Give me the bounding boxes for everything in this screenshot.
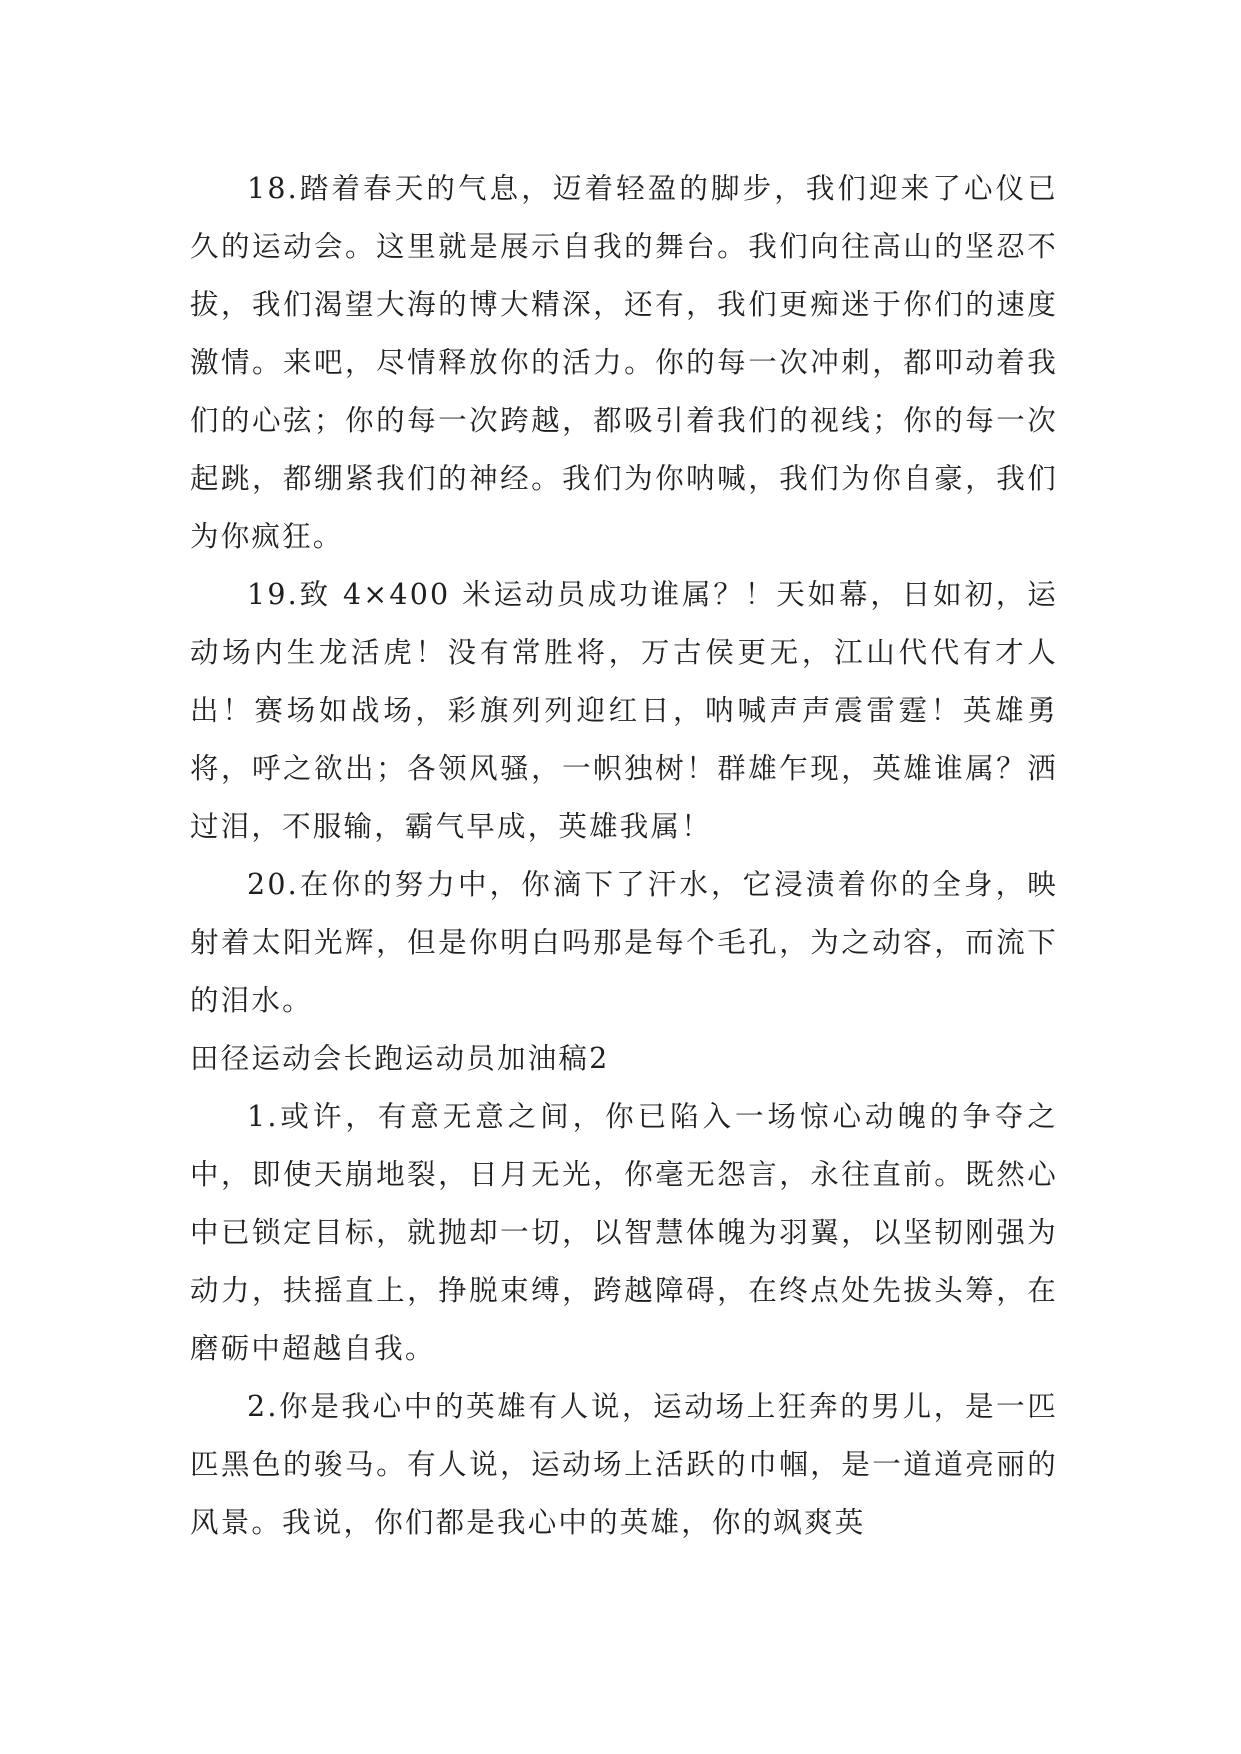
section-title: 田径运动会长跑运动员加油稿2 bbox=[190, 1042, 610, 1075]
paragraph-2: 2.你是我心中的英雄有人说，运动场上狂奔的男儿，是一匹匹黑色的骏马。有人说，运动场上活跃的巾帼，是一道道亮丽的风景。我说，你们都是我心中的英雄，你的飒爽英 bbox=[190, 1390, 1058, 1539]
paragraph-18: 18.踏着春天的气息，迈着轻盈的脚步，我们迎来了心仪已久的运动会。这里就是展示自我的舞台。我们向往高山的坚忍不拔，我们渴望大海的博大精深，还有，我们更痴迷于你们的速度激情。来吧，尽情释放你的活力。你的每一次冲刺，都叩动着我们的心弦；你的每一次跨越，都吸引着我们的视线；你的每一次起跳，都绷紧我们的神经。我们为你呐喊，我们为你自豪，我们为你疯狂。 bbox=[190, 172, 1058, 553]
paragraph-1: 1.或许，有意无意之间，你已陷入一场惊心动魄的争夺之中，即使天崩地裂，日月无光，你毫无怨言，永往直前。既然心中已锁定目标，就抛却一切，以智慧体魄为羽翼，以坚韧刚强为动力，扶摇直上，挣脱束缚，跨越障碍，在终点处先拔头筹，在磨砺中超越自我。 bbox=[190, 1100, 1058, 1365]
document-page bbox=[190, 160, 1058, 1552]
paragraph-19: 19.致 4×400 米运动员成功谁属？！天如幕，日如初，运动场内生龙活虎！没有常胜将，万古侯更无，江山代代有才人出！赛场如战场，彩旗列列迎红日，呐喊声声震雷霆！英雄勇将，呼之欲出；各领风骚，一帜独树！群雄乍现，英雄谁属？洒过泪，不服输，霸气早成，英雄我属！ bbox=[190, 578, 1058, 843]
paragraph-20: 20.在你的努力中，你滴下了汗水，它浸渍着你的全身，映射着太阳光辉，但是你明白吗那是每个毛孔，为之动容，而流下的泪水。 bbox=[190, 868, 1058, 1017]
